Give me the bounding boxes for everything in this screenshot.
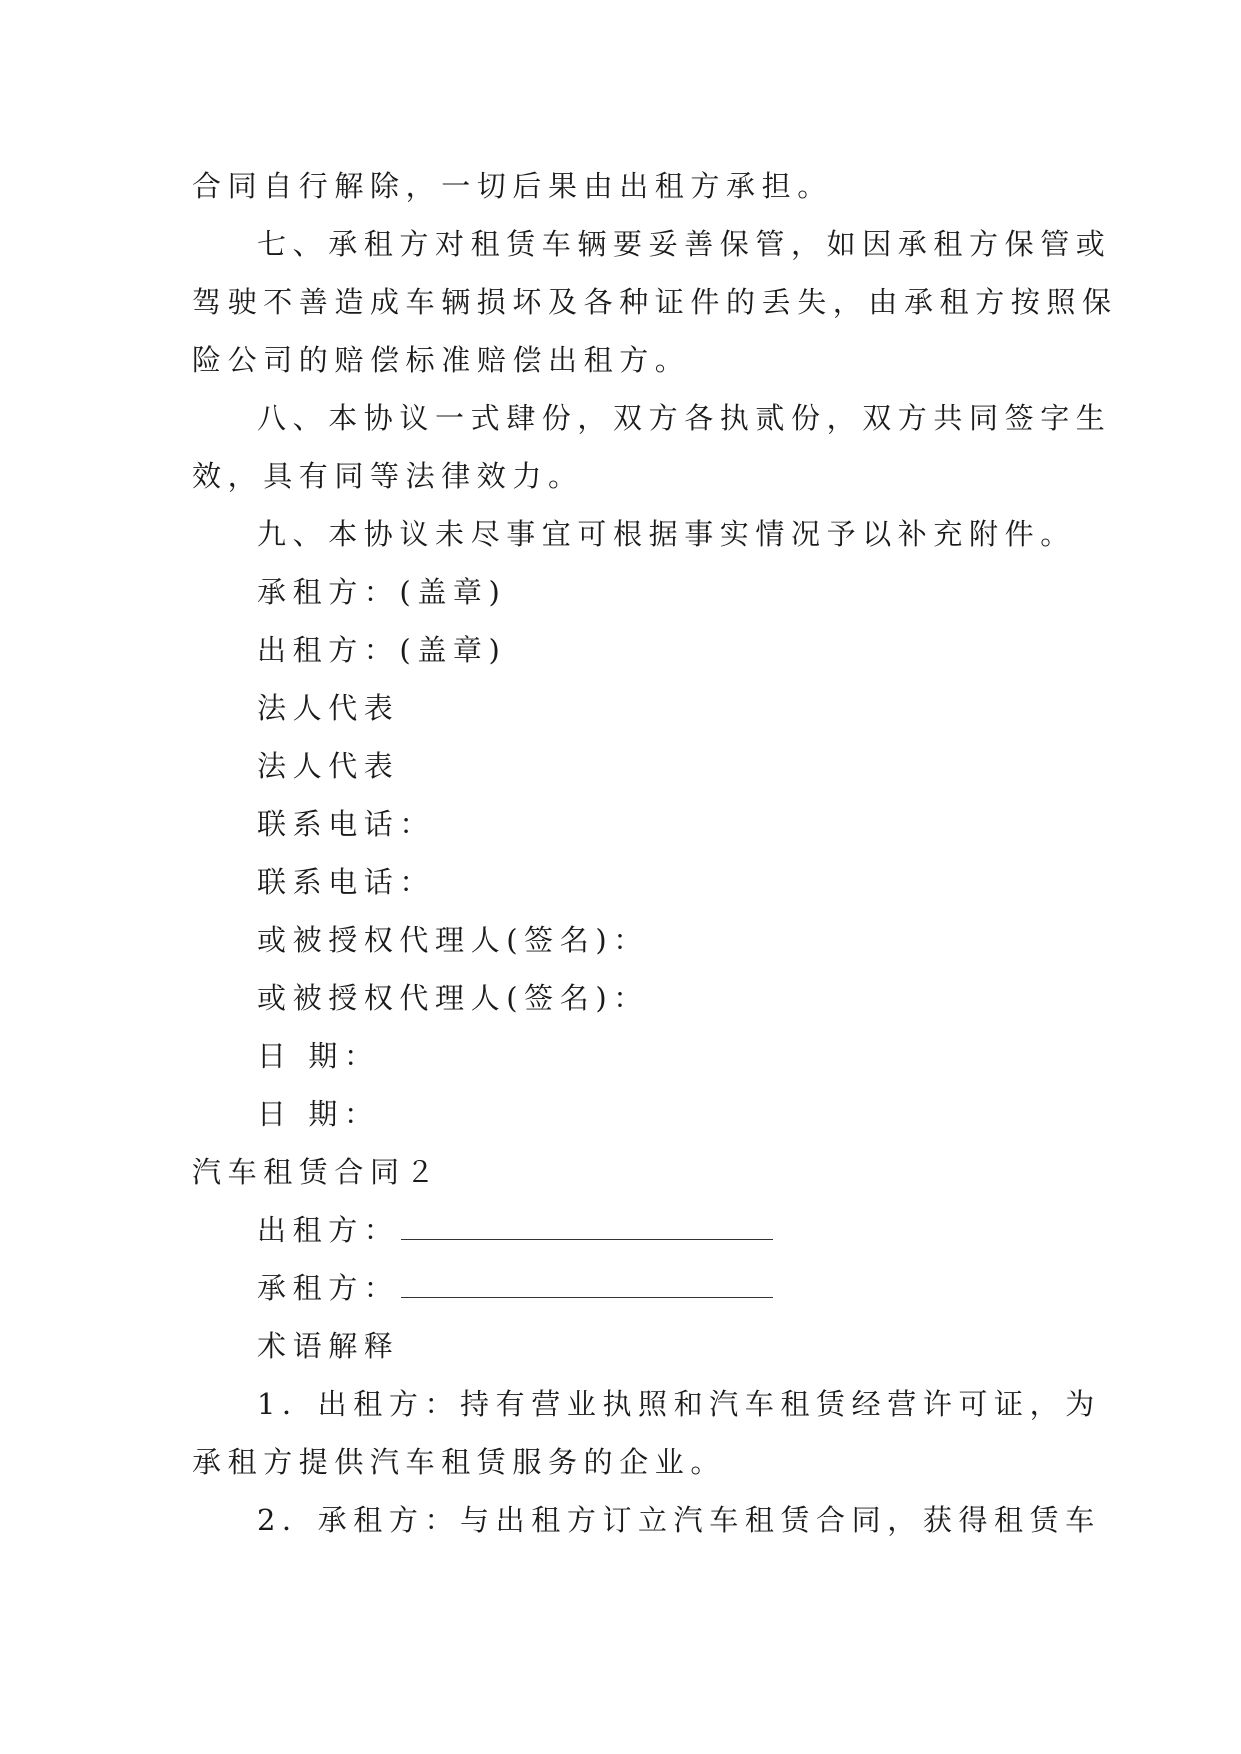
clause-eight-line-2: 效，具有同等法律效力。 [192, 459, 584, 493]
section-heading: 汽车租赁合同２ [192, 1155, 442, 1189]
authorized-agent-line: 或被授权代理人(签名)： [257, 981, 649, 1015]
clause-seven-line-2: 驾驶不善造成车辆损坏及各种证件的丢失，由承租方按照保 [192, 285, 1118, 319]
date-line: 日 期： [257, 1097, 380, 1131]
date-line: 日 期： [257, 1039, 380, 1073]
paragraph-line: 合同自行解除，一切后果由出租方承担。 [192, 169, 833, 203]
lessee-seal-line: 承租方：(盖章) [257, 575, 507, 609]
contact-phone-line: 联系电话： [257, 865, 436, 899]
document-body [192, 157, 1118, 1549]
contact-phone-line: 联系电话： [257, 807, 436, 841]
term-two-line-1: 2．承租方：与出租方订立汽车租赁合同，获得租赁车 [257, 1503, 1101, 1537]
authorized-agent-line: 或被授权代理人(签名)： [257, 923, 649, 957]
lessee-blank [401, 1271, 773, 1298]
clause-seven-line-1: 七、承租方对租赁车辆要妥善保管，如因承租方保管或 [257, 227, 1112, 261]
clause-eight-line-1: 八、本协议一式肆份，双方各执贰份，双方共同签字生 [257, 401, 1112, 435]
terms-heading: 术语解释 [257, 1329, 400, 1363]
term-one-line-2: 承租方提供汽车租赁服务的企业。 [192, 1445, 727, 1479]
clause-seven-line-3: 险公司的赔偿标准赔偿出租方。 [192, 343, 691, 377]
lessor-fill-line [192, 1201, 1060, 1259]
legal-representative-line: 法人代表 [257, 691, 400, 725]
clause-nine-line: 九、本协议未尽事宜可根据事实情况予以补充附件。 [257, 517, 1076, 551]
lessee-label: 承租方： [257, 1271, 400, 1305]
legal-representative-line: 法人代表 [257, 749, 400, 783]
lessor-label: 出租方： [257, 1213, 400, 1247]
term-one-line-1: 1．出租方：持有营业执照和汽车租赁经营许可证，为 [257, 1387, 1101, 1421]
lessor-blank [401, 1213, 773, 1240]
lessee-fill-line [192, 1259, 1060, 1317]
lessor-seal-line: 出租方：(盖章) [257, 633, 507, 667]
